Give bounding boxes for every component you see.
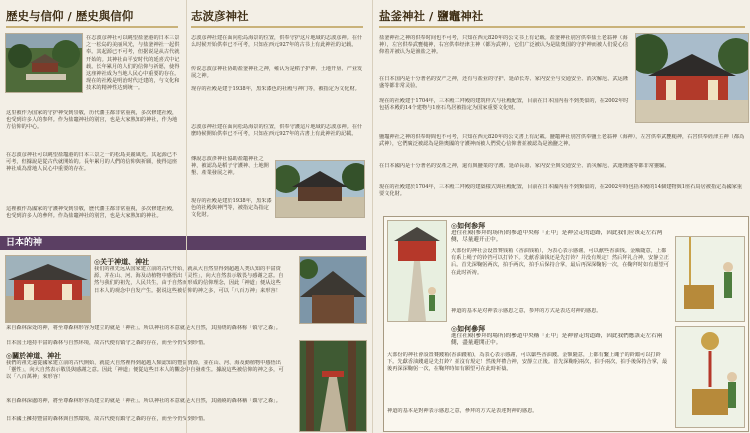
history-paragraph-1: 在志波彦神社可以眺望盐釜港的日本三景之一松岛的美丽风光，与盐釜神社一起供奉。其起源已不可考，但据说是从古代就开始的。其神社由平安时代的延喜式中记载。长年累月的人们的信仰与祈愿，使得这座神社成为当地人民心中重要的存在。现在的社殿是明治时代迁建的，与文化和技术的精神性达到统一。 bbox=[86, 35, 180, 92]
shiwahiko-paragraph-1: 志波彦神社建在面向松岛海景的位置，供奉守护这片地域的志波彦神。在什么时候开始供奉已不可考，只知在西元927年的古书上有此神社的记载。 bbox=[191, 35, 363, 49]
history-paragraph-4: 這裡被作為國家的守護神受到崇敬，歷代藩主都非常重視，多次修建社殿，也受到許多人的參拜。作為盐竈神社的別宮，也是大家熟知的神社。 bbox=[6, 206, 178, 220]
history-paragraph-2: 这里被作为国家的守护神受到崇敬，历代藩主都非常重视，多次修建社殿，也受到许多人的参拜。作为盐竈神社的别宫，也是大家熟知的神社，作为地方信仰的中心。 bbox=[6, 110, 178, 131]
shiwahiko-paragraph-4: 志波彦神社建在面向松島海景的位置，供奉守護這片地域的志波彦神。在什麼時候開始供奉已不可考，只知在西元927年的古書上有此神社的記載。 bbox=[191, 124, 363, 138]
shiwahiko-paragraph-5: 傳說志波彥神社協助盐竈神社之神，被認為是稻子守護神、土地開墾、產業發展之神。 bbox=[191, 156, 269, 177]
shiogama-title: 盐釜神社 / 鹽竈神社 bbox=[379, 9, 484, 23]
shinto-paragraph-4: 我們的祖先遠從國家建立前的古代開始，就從大自然裡得到超越人類認知的豐富資源，並在山、河、海及動植物中感悟出「靈性」，向大自然表示敬畏與感謝之意。因此「神道」便從這些日本人的觀念中自發產生。據說這些被信仰的神之多，可以「八百萬神」來形容！ bbox=[6, 360, 284, 381]
shiwahiko-paragraph-2: 传说志波彦神社协助盐釜神社之神，雍认为是稻子护神、土地开垦、产业发展之神。 bbox=[191, 66, 363, 80]
shinto-paragraph-3: 日本国土地持丰富的森林与自然环境，故古代便有镇守之森的存在，而至今仍受到珍惜。 bbox=[6, 340, 209, 346]
shiwahiko-shrine-photo bbox=[275, 160, 365, 218]
worship-heading-traditional: ◎如何參拜 bbox=[451, 324, 486, 333]
shrine-aerial-photo bbox=[5, 33, 83, 93]
shiogama-paragraph-2: 在日本国内是十分著名的安产之神，还有与盐业的守护、延命长寿、家内安全与交通安全、消灾解厄、武运隆盛等都非常灵验。 bbox=[379, 76, 629, 90]
shiogama-paragraph-5: 在日本國內是十分著名的安產之神，還有與鹽業的守護、延命長壽、家內安全與交通安全、消災解厄、武運隆盛等都非常靈驗。 bbox=[379, 163, 670, 169]
shiwahiko-column bbox=[186, 0, 367, 433]
shinto-paragraph-2: 来自森林深处的神，将至尊森林形容为建立的就是「神社」。所以神社的本意就是大自然，其围绕的森林称「镇守之森」。 bbox=[6, 325, 281, 331]
shinto-heading-traditional: ◎關於神道、神社 bbox=[6, 351, 62, 360]
worship-paragraph-4: 進往社殿(參拜的場所)的參道中央稱「正中」是神會走的道路，因此我們應該走左右兩側，盡量避開正中。 bbox=[451, 333, 663, 347]
history-faith-title: 歴史与信仰 / 歴史與信仰 bbox=[6, 9, 134, 23]
shrine-roof-photo bbox=[299, 256, 367, 324]
title-underline bbox=[191, 26, 363, 28]
shiogama-paragraph-1: 盐釜神社之神的供奉时间也不可考，只知在西元820年的公文书上有记载。盐釜神社别宫供奉盐土老翁神（海神），左宫供奉武甕槌神，右宫供奉经津主神（都为武神），它们广泛被认为是陆奥国的守护神而被人们爱心信仰着并被认为是渔盐之神。 bbox=[379, 35, 628, 56]
shrine-gate-photo bbox=[5, 255, 91, 323]
shiwahiko-paragraph-6: 現存的社殿是建於1938年，黑朱漆色的社殿與神門等，被指定為指定文化財。 bbox=[191, 198, 272, 219]
approach-path-illustration bbox=[387, 220, 447, 322]
shiogama-paragraph-6: 現在的社殿建於1704年，三本殿二拜殿的建築樣式與社殿配置，目前在日本國內看不到類似的，在2002年時包括本殿的14個建物與1座石鳥居被指定為國家重要文化財。 bbox=[379, 184, 743, 198]
worship-paragraph-3: 神道的基本是对神表示感恩之意，参拜的方式是表达对神的感恩。 bbox=[451, 308, 602, 314]
offering-box-illustration-2 bbox=[675, 326, 745, 428]
worship-paragraph-5: 大部份的神社會設置賽錢箱(香油錢箱)，為表心表示感謝，可以獻些香油錢。金額隨意，上都有繫上繩子的鈴鐺可以打鈴下。先獻香油錢還是先打鈴？並沒有規定！然後拜禮合神，安靜立正後。首先深鞠躬兩次，拍手兩次，拍手後保持合掌，最後再深深鞠躬一次，在鞠拜時如有願望可在此時祈禱。 bbox=[387, 352, 668, 373]
shinto-paragraph-1: 我们的祖先远从国家建立前的古代开始，就从大自然里得到超越人类认知的丰富资源，并在山、河、海及动植物中感悟出「灵性」，向大自然表示敬畏与感谢之意。自然与我们的祖先，人民共生，由于自然而形成的信仰理念，因此「神道」便从这些日本人的观念中自发产生。据说这些被信仰的神之多，可以「八百万神」来形容！ bbox=[94, 266, 284, 294]
shinto-paragraph-6: 日本國土擁持豐富的森林與自然環境，故古代便有鎮守之森的存在，而至今仍受到珍惜。 bbox=[6, 416, 209, 422]
shinto-heading-simplified: ◎关于神道、神社 bbox=[94, 257, 150, 266]
worship-heading-simplified: ◎如何参拜 bbox=[451, 221, 486, 230]
worship-paragraph-6: 神道的基本是對神表示感恩之意，參拜的方式是表達對神的感恩。 bbox=[387, 408, 538, 414]
worship-paragraph-1: 进往社殿(参拜的场所)的参道中央称「正中」是神会走的道路，因此我们应该走左右两侧，尽量避开正中。 bbox=[451, 230, 663, 244]
shiogama-column bbox=[372, 0, 750, 433]
section-bar-japanese-gods: 日本的神 bbox=[0, 236, 366, 250]
title-underline bbox=[6, 26, 178, 28]
history-paragraph-3: 在志波彦神社可以眺望盐竈港的日本三景之一的松島美麗風光。其起源已不可考，但據說是從古代就開始的。長年累月的人們的信仰與祈願，使得這座神社成為當地人民心中重要的存在。 bbox=[6, 152, 178, 173]
shiwahiko-paragraph-3: 现存的社殿是建于1938年，黑朱漆色的社殿与神门等，被指定为文化财。 bbox=[191, 86, 360, 92]
offering-box-illustration-1 bbox=[675, 236, 745, 322]
title-underline bbox=[379, 26, 745, 28]
worship-paragraph-2: 大部份的神社会设置赛钱箱（香油钱箱），为表心表示感谢，可以献些香油钱。金额随意，上都有系上绳子的铃铛可以打铃下。先献香油钱还是先打铃？并没有规定！然后拜礼合神，安静立正后。首先深鞠躬两次，拍手两次，拍手后保持合掌，最后再深深鞠躬一次，在鞠拜时如有愿望可在此时祈祷。 bbox=[451, 248, 669, 276]
shinto-paragraph-5: 來自森林深處的神，將至尊森林形容為建立的就是「神社」。所以神社的本意就是大自然，其圍繞的森林稱「鎮守之森」。 bbox=[6, 398, 281, 404]
shiwahiko-title: 志波彦神社 bbox=[191, 9, 249, 23]
shiogama-paragraph-3: 现在的社殿建于1704年，三本殿二拜殿的建筑样式与社殿配置，目前在日本国内看不到类似的，在2002年时包括本殿的14个建物与1座石鸟居被指定为国家重要文化财。 bbox=[379, 98, 629, 112]
shiogama-shrine-photo bbox=[635, 33, 749, 123]
shiogama-paragraph-4: 鹽竈神社之神的供奉時間也不可考，只知在西元820年的公文書上有記載。鹽竈神社別宮供奉鹽土老翁神（海神），左宮供奉武甕槌神，右宮供奉經津主神（都為武神），它們廣泛被認為是陸奧國的守護神而被人們愛心信仰著並被認為是漁鹽之神。 bbox=[379, 134, 745, 148]
forest-path-photo bbox=[299, 340, 367, 432]
